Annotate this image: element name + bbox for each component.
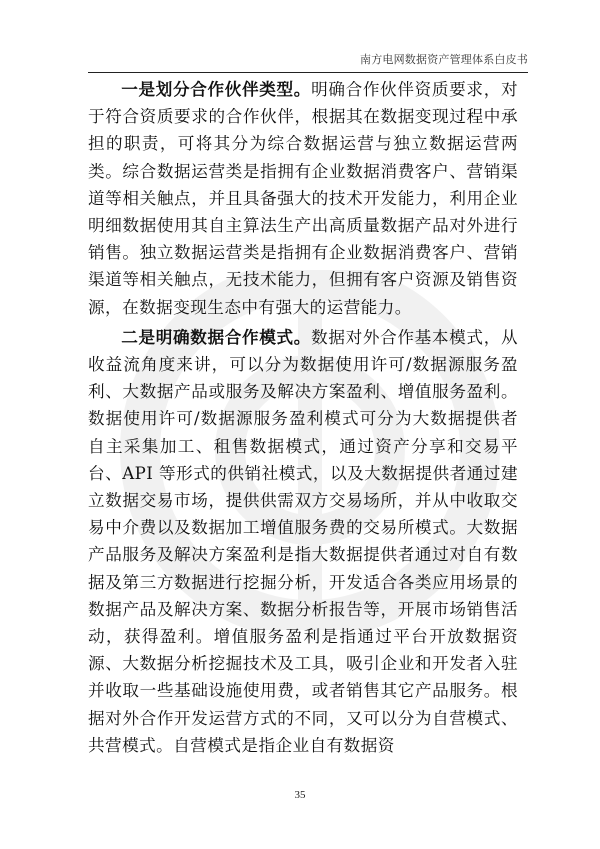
paragraph-lead: 二是明确数据合作模式。 <box>121 327 312 347</box>
paragraph-partner-types <box>88 76 518 321</box>
paragraph-body: 明确合作伙伴资质要求，对于符合资质要求的合作伙伴，根据其在数据变现过程中承担的职责，可将其分为综合数据运营与独立数据运营两类。综合数据运营类是指拥有企业数据消费客户、营销渠道等相关触点，并且具备强大的技术开发能力，利用企业明细数据使用其自主算法生产出高质量数据产品对外进行销售。独立数据运营类是指拥有企业数据消费客户、营销渠道等相关触点，无技术能力，但拥有客户资源及销售资源，在数据变现生态中有强大的运营能力。 <box>88 80 519 317</box>
body-text <box>88 76 518 759</box>
paragraph-lead: 一是划分合作伙伴类型。 <box>121 80 312 99</box>
header-rule <box>88 72 528 73</box>
paragraph-cooperation-mode <box>88 324 518 759</box>
paragraph-body: 数据对外合作基本模式，从收益流角度来讲，可以分为数据使用许可/数据源服务盈利、大数据产品或服务及解决方案盈利、增值服务盈利。数据使用许可/数据源服务盈利模式可分为大数据提供者自主采集加工、租售数据模式，通过资产分享和交易平台、API 等形式的供销社模式，以及大数据提供者通过建立数据交易市场，提供供需双方交易场所，并从中收取交易中介费以及数据加工增值服务费的交易所模式。大数据产品服务及解决方案盈利是指大数据提供者通过对自有数据及第三方数据进行挖掘分析，开发适合各类应用场景的数据产品及解决方案、数据分析报告等，开展市场销售活动，获得盈利。增值服务盈利是指通过平台开放数据资源、大数据分析挖掘技术及工具，吸引企业和开发者入驻并收取一些基础设施使用费，或者销售其它产品服务。根据对外合作开发运营方式的不同，又可以分为自营模式、共营模式。自营模式是指企业自有数据资 <box>88 327 519 755</box>
running-header: 南方电网数据资产管理体系白皮书 <box>360 53 528 66</box>
page-number: 35 <box>294 789 306 801</box>
